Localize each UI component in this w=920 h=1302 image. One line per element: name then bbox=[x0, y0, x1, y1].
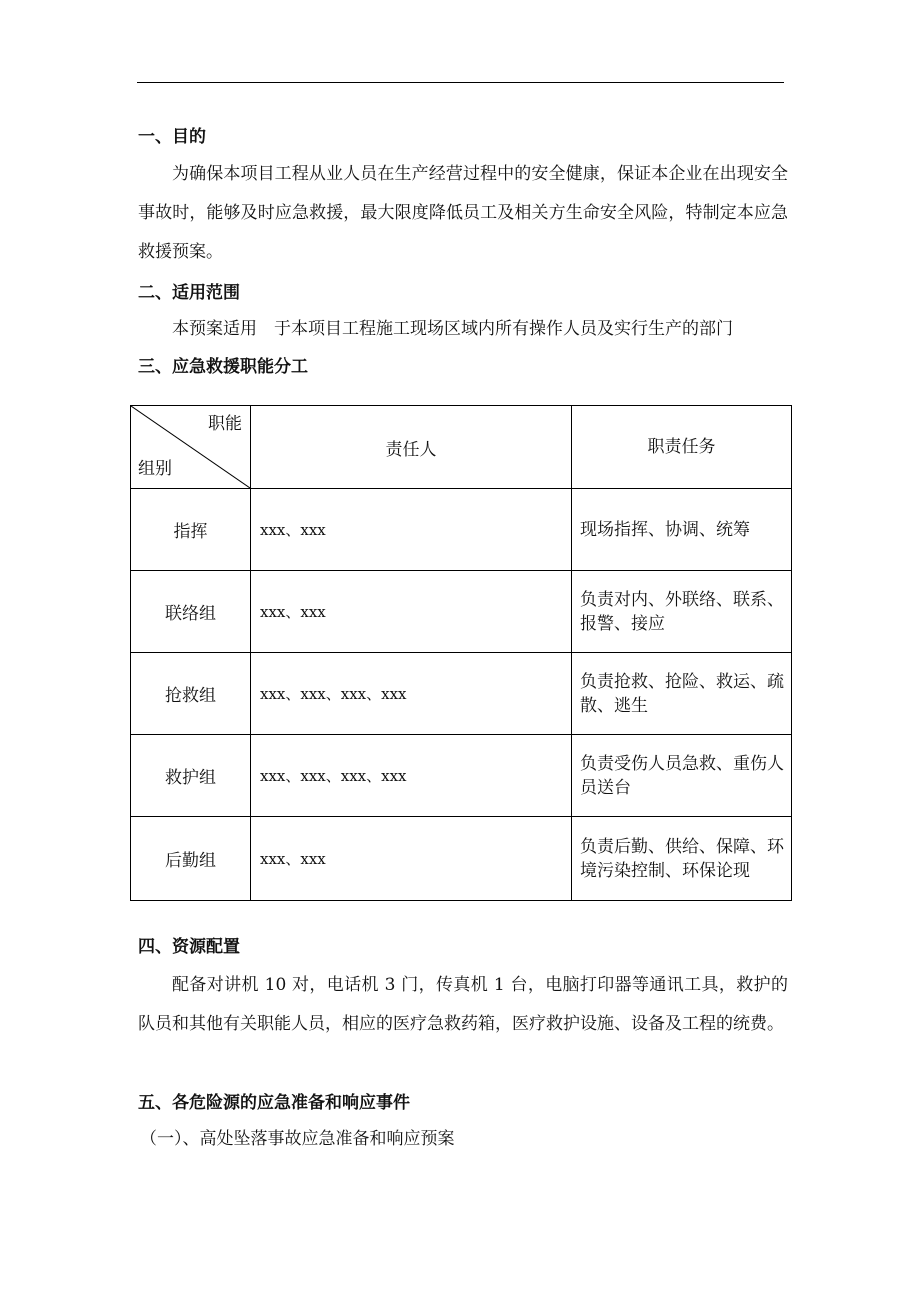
section-heading-resources: 四、资源配置 bbox=[138, 937, 240, 957]
purpose-paragraph: 为确保本项目工程从业人员在生产经营过程中的安全健康，保证本企业在出现安全事故时，能够及时应急救援，最大限度降低员工及相关方生命安全风险，特制定本应急救援预案。 bbox=[138, 164, 788, 262]
section-heading-hazard-response: 五、各危险源的应急准备和响应事件 bbox=[138, 1093, 410, 1113]
duty-cell: 负责抢救、抢险、救运、疏散、逃生 bbox=[572, 653, 792, 735]
resources-paragraph: 配备对讲机 10 对，电话机 3 门，传真机 1 台，电脑打印器等通讯工具，救护的队员和其他有关职能人员，相应的医疗急救药箱，医疗救护设施、设备及工程的统费。 bbox=[138, 975, 788, 1034]
persons-cell: xxx、xxx、xxx、xxx bbox=[251, 653, 572, 735]
corner-label-function: 职能 bbox=[208, 414, 242, 434]
subsection-heading-fall-accident: （一）、高处坠落事故应急准备和响应预案 bbox=[140, 1129, 455, 1149]
corner-label-group: 组别 bbox=[138, 459, 172, 479]
table-row bbox=[131, 571, 792, 653]
group-cell: 后勤组 bbox=[131, 817, 251, 901]
persons-cell: xxx、xxx bbox=[251, 817, 572, 901]
corner-header-cell bbox=[131, 406, 251, 489]
group-cell: 抢救组 bbox=[131, 653, 251, 735]
persons-cell: xxx、xxx bbox=[251, 571, 572, 653]
persons-cell: xxx、xxx bbox=[251, 489, 572, 571]
header-rule bbox=[137, 82, 784, 83]
section-heading-scope: 二、适用范围 bbox=[138, 283, 240, 303]
table-row bbox=[131, 489, 792, 571]
section-heading-division: 三、应急救援职能分工 bbox=[138, 357, 308, 377]
group-cell: 联络组 bbox=[131, 571, 251, 653]
duty-cell: 现场指挥、协调、统筹 bbox=[572, 489, 792, 571]
table-row bbox=[131, 653, 792, 735]
group-cell: 指挥 bbox=[131, 489, 251, 571]
duty-cell: 负责对内、外联络、联系、报警、接应 bbox=[572, 571, 792, 653]
section-heading-purpose: 一、目的 bbox=[138, 127, 206, 147]
table-row bbox=[131, 735, 792, 817]
scope-paragraph: 本预案适用 于本项目工程施工现场区域内所有操作人员及实行生产的部门 bbox=[172, 319, 733, 339]
table-header-row bbox=[131, 406, 792, 489]
duty-cell: 负责受伤人员急救、重伤人员送台 bbox=[572, 735, 792, 817]
duty-cell: 负责后勤、供给、保障、环境污染控制、环保论现 bbox=[572, 817, 792, 901]
duty-table bbox=[130, 405, 792, 901]
persons-cell: xxx、xxx、xxx、xxx bbox=[251, 735, 572, 817]
header-duty-task: 职责任务 bbox=[572, 406, 792, 489]
group-cell: 救护组 bbox=[131, 735, 251, 817]
header-responsible-person: 责任人 bbox=[251, 406, 572, 489]
table-row bbox=[131, 817, 792, 901]
